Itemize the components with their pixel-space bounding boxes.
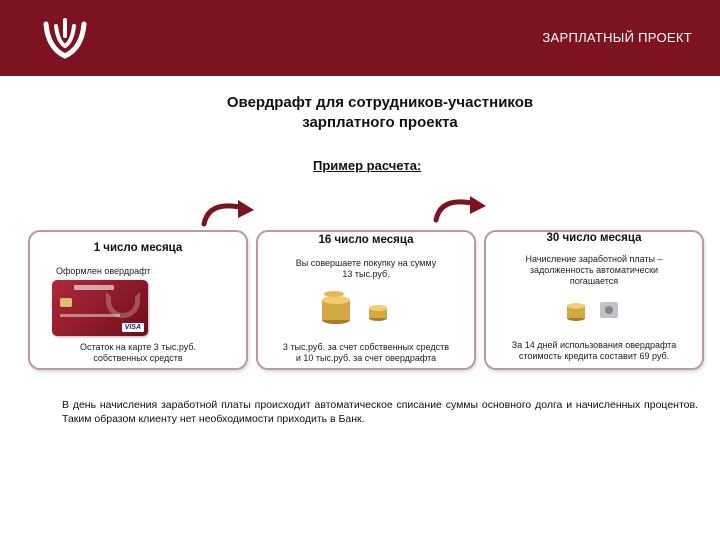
- coins-icon: [318, 288, 408, 324]
- step-2-text-top-2: 13 тыс.руб.: [342, 269, 390, 279]
- step-3-text-top-3: погашается: [569, 276, 619, 286]
- curved-arrow-icon: [198, 198, 258, 228]
- step-1-text-bottom-1: Остаток на карте 3 тыс.руб.: [79, 342, 196, 352]
- visa-logo: VISA: [122, 323, 144, 332]
- step-3-heading: 30 число месяца: [546, 232, 642, 244]
- footer-paragraph: В день начисления заработной платы происходит автоматическое списание суммы основного долга и начисленных процентов. Таким образом клиенту нет необходимости приходить в Банк.: [62, 399, 698, 425]
- step-2-heading: 16 число месяца: [318, 234, 414, 246]
- coins-and-safe-icon: [564, 296, 624, 322]
- step-3-text-bottom-1: За 14 дней использования овердрафта: [511, 340, 677, 350]
- step-2-box: [256, 230, 476, 370]
- step-1-heading: 1 число месяца: [93, 242, 183, 254]
- step-1-text-bottom-2: собственных средств: [93, 353, 183, 363]
- example-subtitle: Пример расчета:: [313, 158, 422, 173]
- step-2-text-bottom-2: и 10 тыс.руб. за счет овердрафта: [295, 353, 437, 363]
- step-3-text-top-1: Начисление заработной платы –: [525, 254, 663, 264]
- step-2-text-top-1: Вы совершаете покупку на сумму: [295, 258, 437, 268]
- page-title-line2: зарплатного проекта: [302, 114, 458, 131]
- step-3-text-bottom-2: стоимость кредита составит 69 руб.: [518, 351, 670, 361]
- bank-logo-icon: [40, 14, 90, 64]
- step-1-box: [28, 230, 248, 370]
- header-bar: [0, 0, 720, 76]
- page-title: [0, 93, 720, 133]
- step-1-text-top: Оформлен овердрафт: [56, 266, 151, 276]
- step-3-text-top-2: задолженность автоматически: [529, 265, 659, 275]
- step-3-box: [484, 230, 704, 370]
- header-title: ЗАРПЛАТНЫЙ ПРОЕКТ: [542, 30, 692, 45]
- step-2-text-bottom-1: 3 тыс.руб. за счет собственных средств: [282, 342, 450, 352]
- page-title-line1: Овердрафт для сотрудников-участников: [226, 94, 534, 111]
- curved-arrow-icon: [430, 194, 490, 224]
- bank-card-icon: [52, 280, 148, 336]
